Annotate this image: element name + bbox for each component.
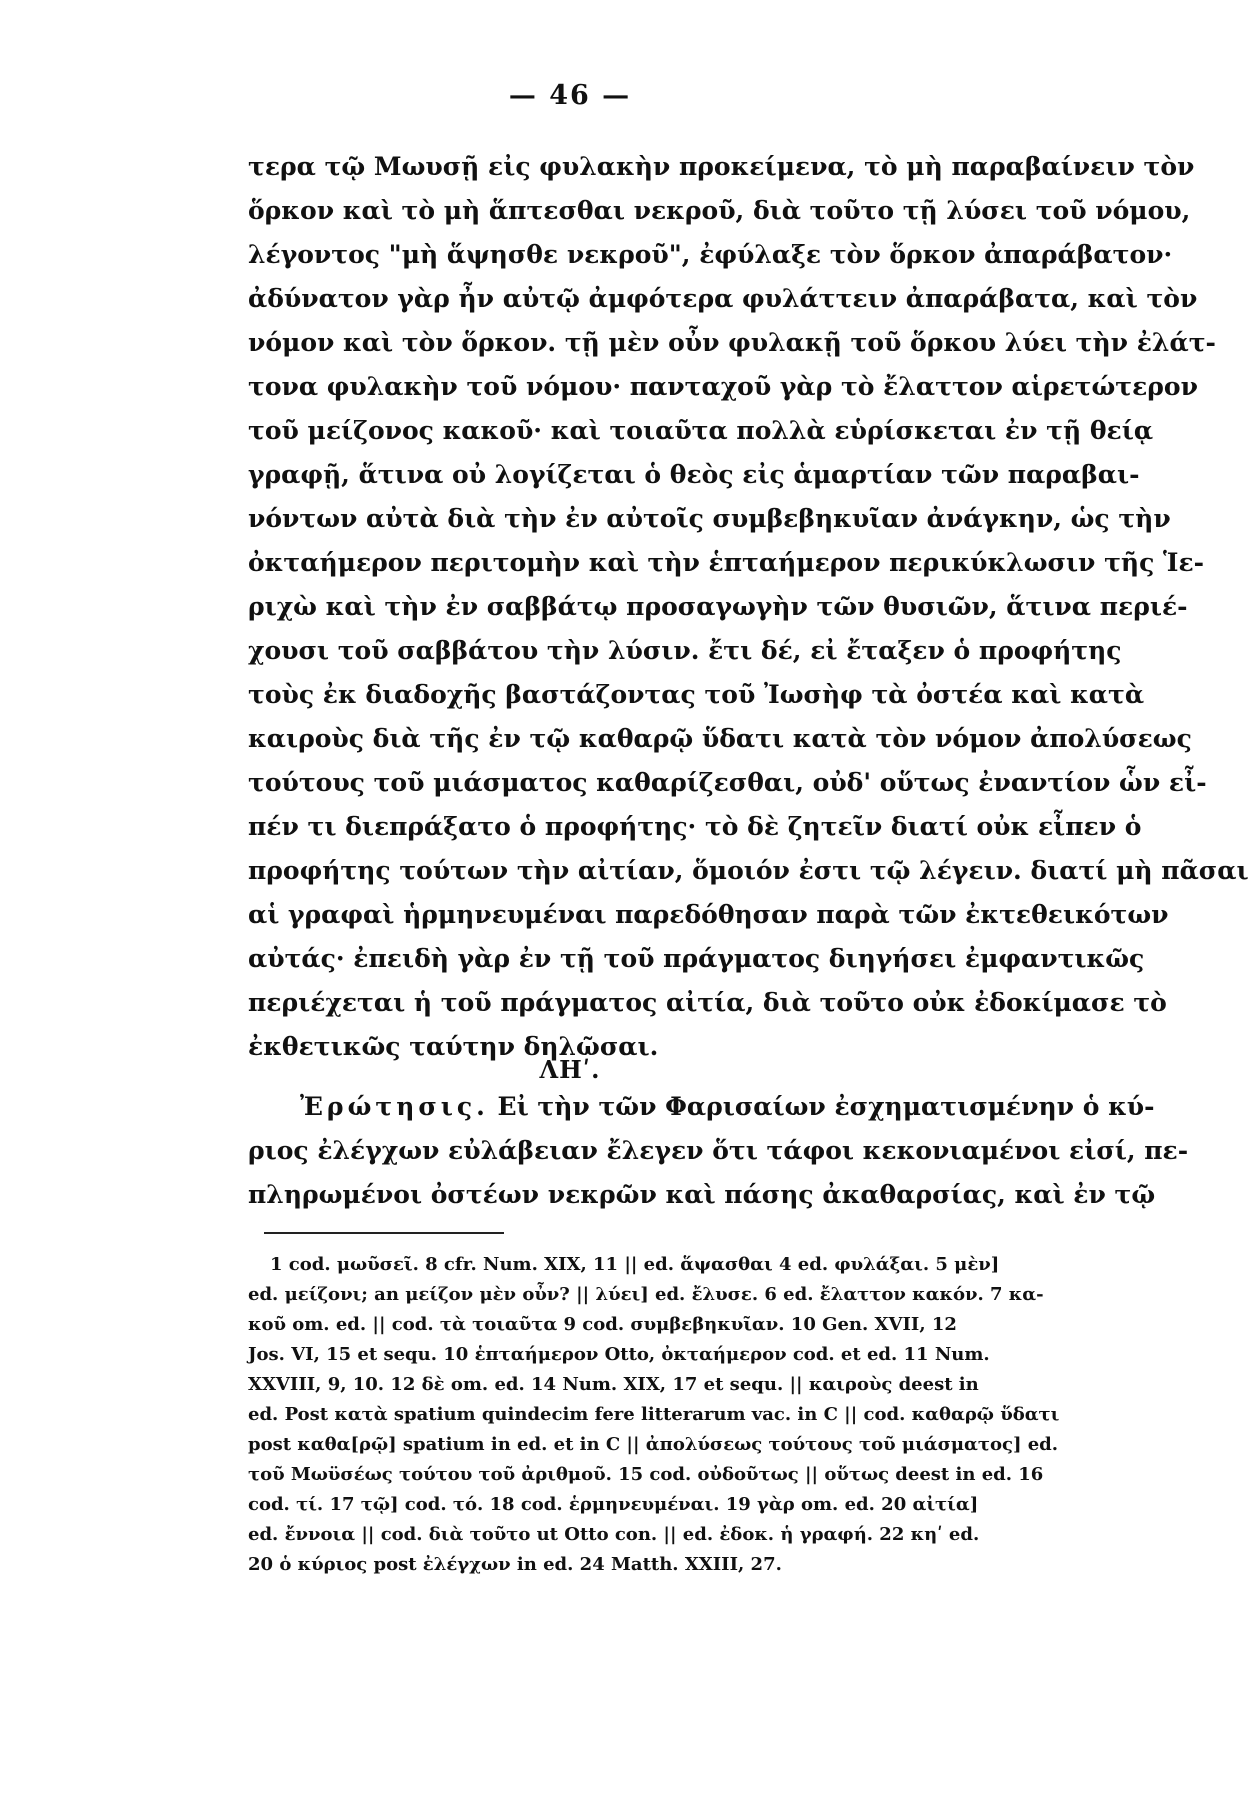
body-line: λέγοντος "μὴ ἅψησθε νεκροῦ", ἐφύλαξε τὸν ὅρκον ἀπαράβατον· [248, 240, 1173, 269]
body-line: ριχὼ καὶ τὴν ἐν σαββάτῳ προσαγωγὴν τῶν θυσιῶν, ἅτινα περιέ- [248, 592, 1188, 621]
footnote-line: ed. ἔννοια || cod. διὰ τοῦτο ut Otto con. || ed. ἐδοκ. ἡ γραφή. 22 κηʹ ed. [248, 1524, 980, 1545]
body-line: ἀδύνατον γὰρ ἦν αὐτῷ ἀμφότερα φυλάττειν ἀπαράβατα, καὶ τὸν [248, 284, 1198, 313]
page-number: — 46 — [508, 80, 632, 111]
body-line: αὐτάς· ἐπειδὴ γὰρ ἐν τῇ τοῦ πράγματος διηγήσει ἐμφαντικῶς [248, 944, 1145, 973]
footnote-line: XXVIII, 9, 10. 12 δὲ om. ed. 14 Num. XIX, 17 et sequ. || καιροὺς deest in [248, 1374, 979, 1395]
body-line: χουσι τοῦ σαββάτου τὴν λύσιν. ἔτι δέ, εἰ ἔταξεν ὁ προφήτης [248, 636, 1122, 665]
body-line: καιροὺς διὰ τῆς ἐν τῷ καθαρῷ ὕδατι κατὰ τὸν νόμον ἀπολύσεως [248, 724, 1192, 753]
question-line: πληρωμένοι ὀστέων νεκρῶν καὶ πάσης ἀκαθαρσίας, καὶ ἐν τῷ [248, 1180, 1156, 1209]
body-line: ὅρκον καὶ τὸ μὴ ἅπτεσθαι νεκροῦ, διὰ τοῦτο τῇ λύσει τοῦ νόμου, [248, 196, 1191, 225]
footnote-line: ed. Post κατὰ spatium quindecim fere litterarum vac. in C || cod. καθαρῷ ὕδατι [248, 1404, 1060, 1425]
footnote-line: 20 ὁ κύριος post ἐλέγχων in ed. 24 Matth. XXIII, 27. [248, 1554, 782, 1575]
footnote-line: Jos. VI, 15 et sequ. 10 ἑπταήμερον Otto, ὀκταήμερον cod. et ed. 11 Num. [248, 1344, 990, 1365]
footnote-line: τοῦ Μωϋσέως τούτου τοῦ ἀριθμοῦ. 15 cod. οὐδοῦτως || οὕτως deest in ed. 16 [248, 1464, 1044, 1485]
body-line: τερα τῷ Μωυσῇ εἰς φυλακὴν προκείμενα, τὸ μὴ παραβαίνειν τὸν [248, 152, 1195, 181]
body-line: τούτους τοῦ μιάσματος καθαρίζεσθαι, οὐδ' οὕτως ἐναντίον ὧν εἶ- [248, 768, 1207, 797]
body-line: νόντων αὐτὰ διὰ τὴν ἐν αὐτοῖς συμβεβηκυῖαν ἀνάγκην, ὡς τὴν [248, 504, 1171, 533]
body-line: προφήτης τούτων τὴν αἰτίαν, ὅμοιόν ἐστι τῷ λέγειν. διατί μὴ πᾶσαι [248, 856, 1249, 885]
footnote-line: post καθα[ρῷ] spatium in ed. et in C || ἀπολύσεως τούτους τοῦ μιάσματος] ed. [248, 1434, 1059, 1455]
body-line: νόμον καὶ τὸν ὅρκον. τῇ μὲν οὖν φυλακῇ τοῦ ὅρκου λύει τὴν ἐλάτ- [248, 328, 1216, 357]
body-line: τοῦ μείζονος κακοῦ· καὶ τοιαῦτα πολλὰ εὑρίσκεται ἐν τῇ θείᾳ [248, 416, 1154, 445]
body-line: ὀκταήμερον περιτομὴν καὶ τὴν ἑπταήμερον περικύκλωσιν τῆς Ἱε- [248, 548, 1205, 577]
body-line: αἱ γραφαὶ ἡρμηνευμέναι παρεδόθησαν παρὰ τῶν ἐκτεθεικότων [248, 900, 1169, 929]
body-text [248, 145, 1249, 1069]
footnotes [248, 1250, 1128, 1580]
body-line: πέν τι διεπράξατο ὁ προφήτης· τὸ δὲ ζητεῖν διατί οὐκ εἶπεν ὁ [248, 812, 1142, 841]
footnote-line: κοῦ om. ed. || cod. τὰ τοιαῦτα 9 cod. συμβεβηκυῖαν. 10 Gen. XVII, 12 [248, 1314, 957, 1335]
footnote-rule [264, 1232, 504, 1234]
section-heading: ΛΗʹ. [539, 1055, 601, 1084]
question-line: ριος ἐλέγχων εὐλάβειαν ἔλεγεν ὅτι τάφοι κεκονιαμένοι εἰσί, πε- [248, 1136, 1189, 1165]
question-first-line [248, 1085, 1155, 1129]
body-line: τονα φυλακὴν τοῦ νόμου· πανταχοῦ γὰρ τὸ ἔλαττον αἱρετώτερον [248, 372, 1198, 401]
question-first-line-text: Εἰ τὴν τῶν Φαρισαίων ἐσχηματισμένην ὁ κύ- [497, 1092, 1155, 1121]
body-line: γραφῇ, ἅτινα οὐ λογίζεται ὁ θεὸς εἰς ἁμαρτίαν τῶν παραβαι- [248, 460, 1140, 489]
footnote-line: cod. τί. 17 τῷ] cod. τό. 18 cod. ἑρμηνευμέναι. 19 γὰρ om. ed. 20 αἰτία] [248, 1494, 979, 1515]
footnote-line: ed. μείζονι; an μείζον μὲν οὖν? || λύει] ed. ἔλυσε. 6 ed. ἔλαττον κακόν. 7 κα- [248, 1284, 1044, 1305]
body-line: τοὺς ἐκ διαδοχῆς βαστάζοντας τοῦ Ἰωσὴφ τὰ ὀστέα καὶ κατὰ [248, 680, 1145, 709]
question-paragraph [248, 1085, 1189, 1217]
body-line: ἐκθετικῶς ταύτην δηλῶσαι. [248, 1032, 659, 1061]
body-line: περιέχεται ἡ τοῦ πράγματος αἰτία, διὰ τοῦτο οὐκ ἐδοκίμασε τὸ [248, 988, 1167, 1017]
footnote-line: 1 cod. μωῦσεῖ. 8 cfr. Num. XIX, 11 || ed. ἅψασθαι 4 ed. φυλάξαι. 5 μὲν] [270, 1254, 1000, 1275]
question-label: Ἐρώτησις. [300, 1092, 489, 1121]
